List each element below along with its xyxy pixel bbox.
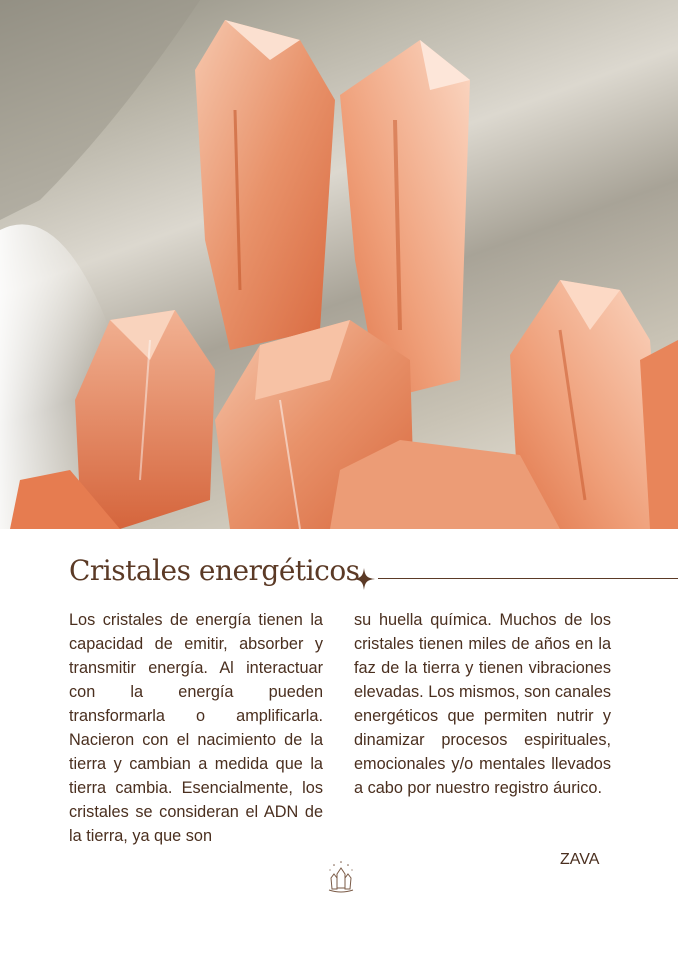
crystal-logo-icon [326,860,356,894]
article-title: Cristales energéticos [69,554,360,587]
four-point-star-icon [353,568,375,590]
author-signature: ZAVA [560,851,600,868]
body-column-left: Los cristales de energía tienen la capacidad de emitir, absorber y transmitir energía. Al interactuar con la energía pueden transformarla o amplificarla. Nacieron con el nacimiento de la tierra y cambian a medida que la tierra cambia. Esencialmente, los cristales se consideran el ADN de la tierra, ya que son [69,611,323,845]
body-column-right: su huella química. Muchos de los cristales tienen miles de años en la faz de la tierra y tienen vibraciones elevadas. Los mismos, son canales energéticos que permiten nutrir y dinamizar procesos espirituales, emocionales y/o mentales llevados a cabo por nuestro registro áurico. [354,611,612,797]
title-divider [378,578,678,579]
